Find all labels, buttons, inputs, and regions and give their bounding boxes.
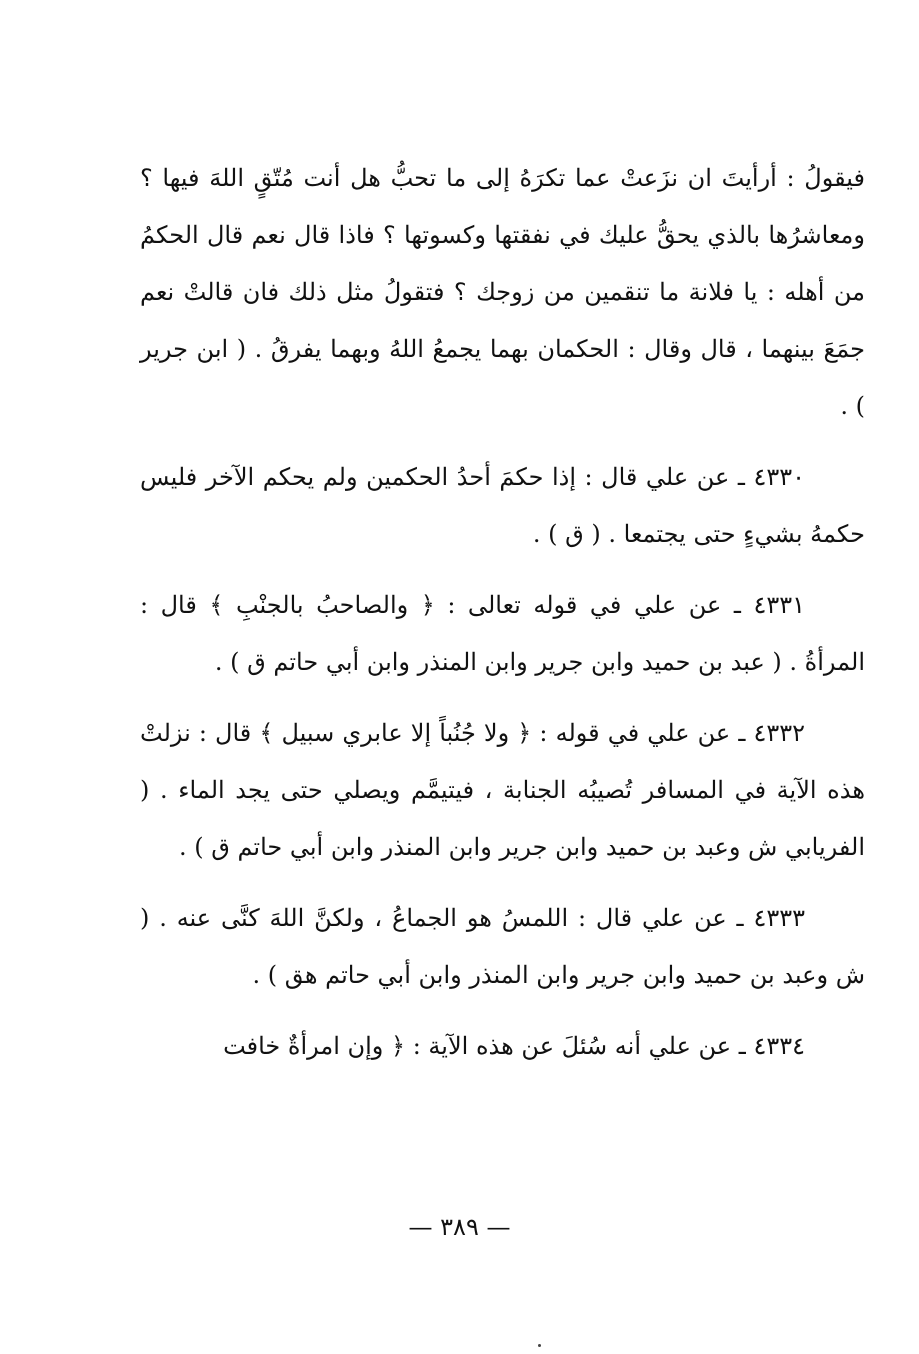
paragraph-text: ـ عن علي أنه سُئلَ عن هذه الآية : ﴿ وإن امرأةٌ خافت [223, 1032, 746, 1060]
hadith-number: ٤٣٣٠ [753, 463, 805, 491]
hadith-number: ٤٣٣١ [753, 591, 805, 619]
hadith-number: ٤٣٣٢ [753, 719, 805, 747]
paragraph-text: ـ عن علي في قوله : ﴿ ولا جُنُباً إلا عابري سبيل ﴾ قال : نزلتْ هذه الآية في المسافر تُصيبُه الجنابة ، فيتيمَّم ويصلي حتى يجد الماء . ( الفريابي ش وعبد بن حميد وابن جرير وابن المنذر وابن أبي حاتم ق ) . [140, 719, 865, 861]
paragraph-continuation [140, 150, 865, 435]
hadith-number: ٤٣٣٣ [753, 904, 805, 932]
hadith-4332 [140, 705, 865, 876]
page-body [140, 150, 865, 1075]
paragraph-text: ـ عن علي قال : إذا حكمَ أحدُ الحكمين ولم يحكم الآخر فليس حكمهُ بشيءٍ حتى يجتمعا . ( ق ) . [140, 463, 865, 548]
page-number: — ٣٨٩ — [408, 1213, 511, 1241]
scan-speck [538, 1344, 541, 1347]
paragraph-text: ـ عن علي في قوله تعالى : ﴿ والصاحبُ بالجنْبِ ﴾ قال : المرأةُ . ( عبد بن حميد وابن جرير وابن المنذر وابن أبي حاتم ق ) . [140, 591, 865, 676]
hadith-4333 [140, 890, 865, 1004]
hadith-number: ٤٣٣٤ [753, 1032, 805, 1060]
paragraph-text: فيقولُ : أرأيتَ ان نزَعتْ عما تكرَهُ إلى ما تحبُّ هل أنت مُتّقٍ اللهَ فيها ؟ ومعاشرُها بالذي يحقُّ عليك في نفقتها وكسوتها ؟ فاذا قال نعم قال الحكمُ من أهله : يا فلانة ما تنقمين من زوجك ؟ فتقولُ مثل ذلك فان قالتْ نعم جمَعَ بينهما ، قال وقال : الحكمان بهما يجمعُ اللهُ وبهما يفرقُ . ( ابن جرير ) . [140, 164, 865, 420]
hadith-4331 [140, 577, 865, 691]
hadith-4330 [140, 449, 865, 563]
hadith-4334 [140, 1018, 865, 1075]
paragraph-text: ـ عن علي قال : اللمسُ هو الجماعُ ، ولكنَّ اللهَ كنَّى عنه . ( ش وعبد بن حميد وابن جرير وابن المنذر وابن أبي حاتم هق ) . [140, 904, 865, 989]
